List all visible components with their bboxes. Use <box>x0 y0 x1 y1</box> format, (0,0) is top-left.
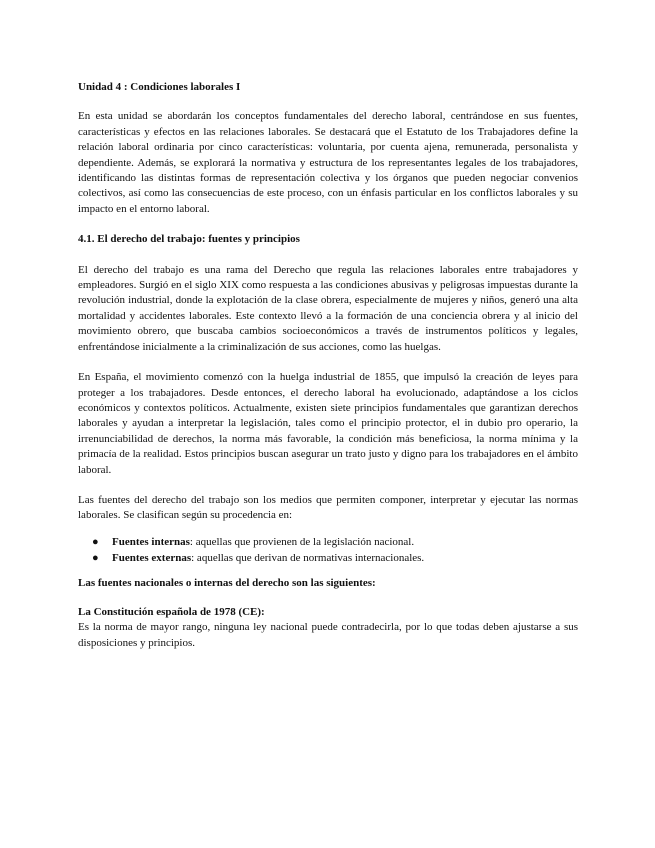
intro-paragraph: En esta unidad se abordarán los conceptos fundamentales del derecho laboral, centrándose en sus fuentes, características y efectos en las relaciones laborales. Se destacará que el Estatuto de los Trabajadores define la relación laboral ordinaria por cinco características: voluntaria, por cuenta ajena, remunerada, personalista y dependiente. Además, se explorará la normativa y estructura de los representantes legales de los trabajadores, identificando las distintas formas de representación colectiva y los órganos que pueden negociar convenios colectivos, así como las consecuencias de este proceso, con un énfasis particular en los conflictos laborales y su impacto en el entorno laboral. <box>78 110 578 215</box>
constitution-paragraph: Es la norma de mayor rango, ninguna ley nacional puede contradecirla, por lo que todas deben ajustarse a sus disposiciones y principios. <box>78 621 578 649</box>
bullet-icon: ● <box>92 535 99 548</box>
document-content <box>78 80 578 651</box>
list-item <box>78 535 578 550</box>
sources-heading: Las fuentes nacionales o internas del derecho son las siguientes: <box>78 576 376 589</box>
unit-title: Unidad 4 : Condiciones laborales I <box>78 81 241 93</box>
paragraph-sources: Las fuentes del derecho del trabajo son los medios que permiten componer, interpretar y ejecutar las normas laborales. Se clasifican según su procedencia en: <box>78 493 578 522</box>
constitution-heading: La Constitución española de 1978 (CE): <box>78 605 265 618</box>
sources-list <box>78 535 578 567</box>
list-item-term: Fuentes internas <box>112 535 190 548</box>
paragraph-history: El derecho del trabajo es una rama del Derecho que regula las relaciones laborales entre trabajadores y empleadores. Surgió en el siglo XIX como respuesta a las condiciones abusivas y peligrosas impuestas durante la revolución industrial, donde la explotación de la clase obrera, especialmente de mujeres y niños, generó una alta mortalidad y accidentes laborales. Este contexto llevó a la formación de una conciencia obrera y al inicio del movimiento obrero, que buscaba cambios socioeconómicos a través de instrumentos políticos y legales, enfrentándose inicialmente a la criminalización de sus acciones, como las huelgas. <box>78 263 578 353</box>
list-item-text: : aquellas que derivan de normativas internacionales. <box>191 552 425 565</box>
list-item <box>78 551 578 566</box>
section-title: 4.1. El derecho del trabajo: fuentes y principios <box>78 233 300 246</box>
bullet-icon: ● <box>92 552 99 565</box>
list-item-text: : aquellas que provienen de la legislación nacional. <box>189 535 415 548</box>
paragraph-spain: En España, el movimiento comenzó con la huelga industrial de 1855, que impulsó la creación de leyes para proteger a los trabajadores. Desde entonces, el derecho laboral ha evolucionado, adaptándose a los ciclos económicos y contextos políticos. Actualmente, existen siete principios fundamentales que garantizan derechos laborales y ayudan a interpretar la legislación, tales como el principio protector, el in dubio pro operario, la irrenunciabilidad de derechos, la norma más favorable, la condición más beneficiosa, la norma mínima y la primacía de la realidad. Estos principios buscan asegurar un trato justo y digno para los trabajadores en el ámbito laboral. <box>78 371 578 476</box>
list-item-term: Fuentes externas <box>112 552 192 565</box>
